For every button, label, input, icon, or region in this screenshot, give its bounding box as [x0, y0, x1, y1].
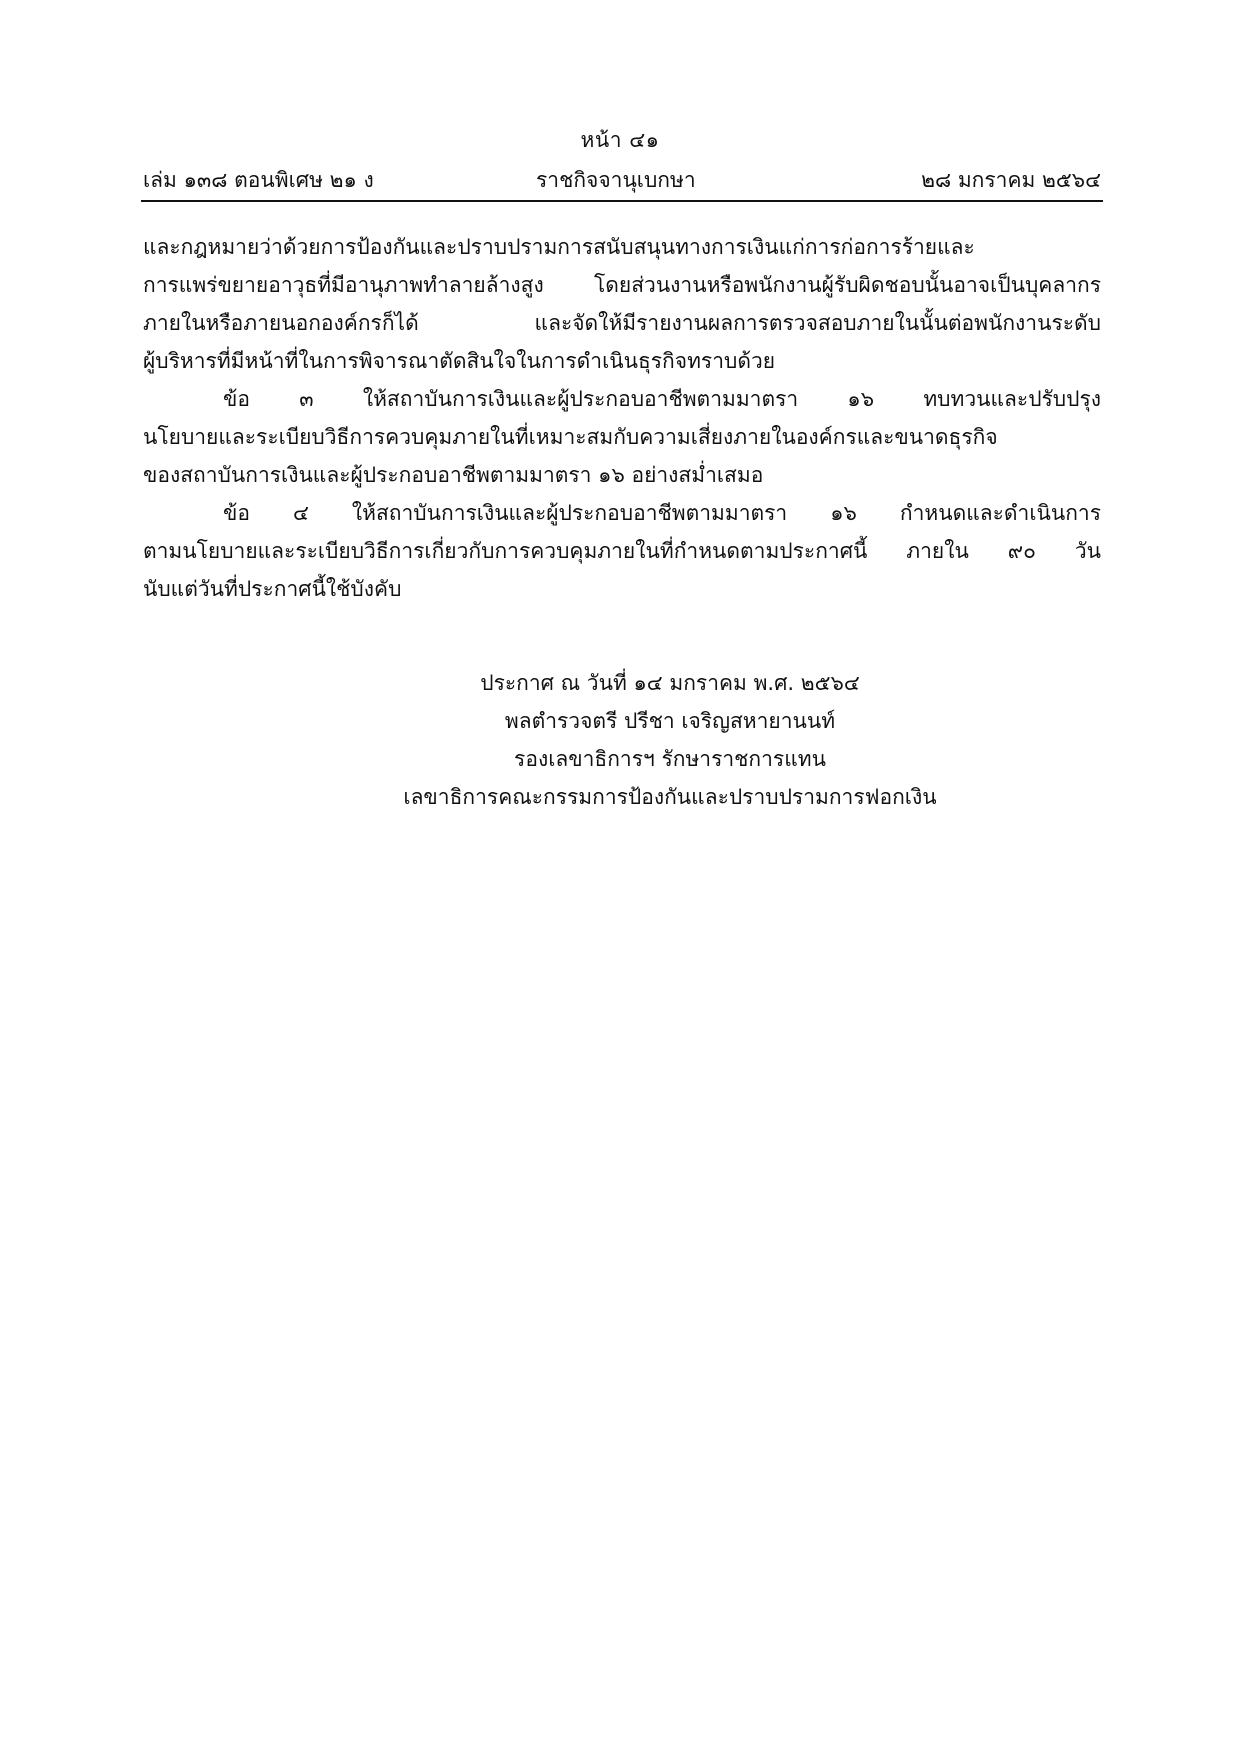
body-line: ผู้บริหารที่มีหน้าที่ในการพิจารณาตัดสินใจในการดำเนินธุรกิจทราบด้วย	[143, 349, 776, 373]
publication-date: ๒๘ มกราคม ๒๕๖๔	[921, 168, 1101, 192]
body-line: การแพร่ขยายอาวุธที่มีอานุภาพทำลายล้างสูง โดยส่วนงานหรือพนักงานผู้รับผิดชอบนั้นอาจเป็นบุคลากร	[143, 273, 1101, 297]
header-divider	[141, 200, 1103, 202]
page-number: หน้า ๔๑	[580, 128, 660, 152]
body-line: นับแต่วันที่ประกาศนี้ใช้บังคับ	[143, 577, 402, 601]
announcement-date: ประกาศ ณ วันที่ ๑๔ มกราคม พ.ศ. ๒๕๖๔	[480, 671, 860, 695]
body-line: ตามนโยบายและระเบียบวิธีการเกี่ยวกับการควบคุมภายในที่กำหนดตามประกาศนี้ ภายใน ๙๐ วัน	[143, 539, 1101, 563]
volume-issue: เล่ม ๑๓๘ ตอนพิเศษ ๒๑ ง	[143, 168, 374, 192]
body-line: และกฎหมายว่าด้วยการป้องกันและปราบปรามการสนับสนุนทางการเงินแก่การก่อการร้ายและ	[143, 235, 975, 259]
signatory-position: เลขาธิการคณะกรรมการป้องกันและปราบปรามการฟอกเงิน	[403, 785, 937, 809]
body-line: ภายในหรือภายนอกองค์กรก็ได้ และจัดให้มีรายงานผลการตรวจสอบภายในนั้นต่อพนักงานระดับ	[143, 311, 1101, 335]
clause-4-start: ข้อ ๔ ให้สถาบันการเงินและผู้ประกอบอาชีพตามมาตรา ๑๖ กำหนดและดำเนินการ	[223, 501, 1101, 525]
body-line: ของสถาบันการเงินและผู้ประกอบอาชีพตามมาตรา ๑๖ อย่างสม่ำเสมอ	[143, 463, 764, 487]
publication-title: ราชกิจจานุเบกษา	[536, 168, 696, 192]
body-line: นโยบายและระเบียบวิธีการควบคุมภายในที่เหมาะสมกับความเสี่ยงภายในองค์กรและขนาดธุรกิจ	[143, 425, 998, 449]
clause-3-start: ข้อ ๓ ให้สถาบันการเงินและผู้ประกอบอาชีพตามมาตรา ๑๖ ทบทวนและปรับปรุง	[223, 387, 1101, 411]
gazette-header	[143, 164, 1101, 194]
signatory-name: พลตำรวจตรี ปรีชา เจริญสหายานนท์	[504, 709, 836, 733]
signature-block	[370, 664, 970, 816]
signatory-acting-role: รองเลขาธิการฯ รักษาราชการแทน	[514, 747, 826, 771]
document-body	[143, 228, 1101, 608]
